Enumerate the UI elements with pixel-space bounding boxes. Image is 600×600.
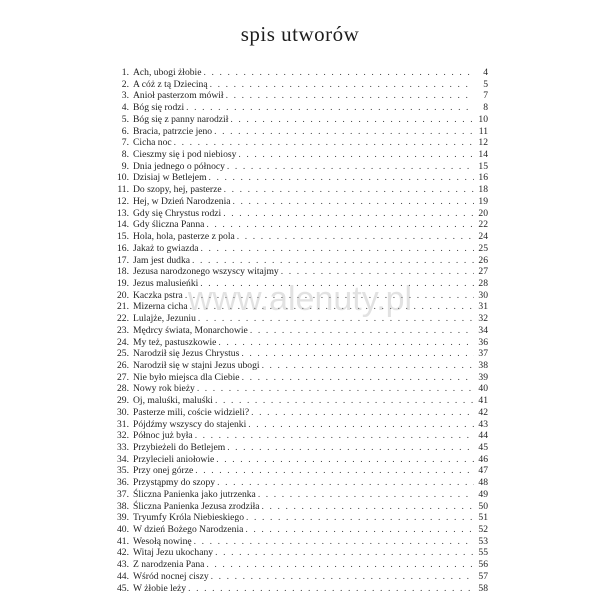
- toc-entry-page: 7: [483, 90, 488, 102]
- toc-entry-page: 18: [478, 184, 488, 196]
- toc-entry-page: 58: [478, 582, 488, 594]
- dot-leader: [195, 430, 474, 442]
- toc-entry-number: 31.: [117, 418, 129, 430]
- toc-entry: [112, 278, 488, 290]
- toc-entry-number: 40.: [117, 524, 129, 536]
- toc-entry-page: 31: [478, 301, 488, 313]
- toc-entry-title: My też, pastuszkowie: [133, 336, 217, 348]
- toc-entry-title: Narodził się w stajni Jezus ubogi: [133, 359, 260, 371]
- toc-entry: [112, 290, 488, 302]
- toc-entry-title: Gdy śliczna Panna: [133, 219, 205, 231]
- toc-entry-page: 30: [478, 289, 488, 301]
- toc-entry: [112, 454, 488, 466]
- toc-entry-page: 10: [478, 113, 488, 125]
- toc-entry-page: 50: [478, 500, 488, 512]
- toc-entry-page: 46: [478, 453, 488, 465]
- dot-leader: [248, 419, 474, 431]
- toc-entry: [112, 161, 488, 173]
- toc-entry-title: Przybieżeli do Betlejem: [133, 442, 226, 453]
- toc-entry: [112, 219, 488, 231]
- toc-entry-number: 9.: [121, 160, 129, 172]
- dot-leader: [211, 571, 474, 583]
- toc-entry-number: 16.: [117, 242, 129, 254]
- toc-entry: [112, 67, 488, 79]
- toc-entry: [112, 79, 488, 91]
- toc-entry-title: Mizerna cicha: [133, 301, 188, 313]
- toc-entry-title: Nie było miejsca dla Ciebie: [133, 371, 240, 383]
- toc-entry: [112, 477, 488, 489]
- toc-entry-number: 5.: [121, 113, 129, 125]
- toc-entry-page: 55: [478, 547, 488, 559]
- dot-leader: [223, 208, 474, 220]
- toc-entry-page: 41: [478, 395, 488, 407]
- dot-leader: [201, 243, 474, 255]
- dot-leader: [215, 395, 474, 407]
- toc-entry-page: 16: [478, 172, 488, 184]
- toc-entry-number: 14.: [117, 219, 129, 231]
- toc-entry-number: 28.: [117, 383, 129, 395]
- toc-entry-page: 25: [478, 242, 488, 254]
- dot-leader: [192, 255, 474, 267]
- toc-entry-title: Do szopy, hej, pasterze: [133, 184, 222, 196]
- toc-entry-number: 41.: [117, 535, 129, 547]
- toc-entry-page: 40: [478, 383, 488, 395]
- toc-entry-page: 51: [478, 512, 488, 524]
- toc-entry: [112, 266, 488, 278]
- toc-entry-number: 39.: [117, 512, 129, 524]
- toc-entry: [112, 536, 488, 548]
- toc-entry-number: 6.: [121, 125, 129, 137]
- toc-entry-title: Nowy rok bieży: [133, 383, 195, 395]
- toc-entry: [112, 383, 488, 395]
- dot-leader: [217, 477, 474, 489]
- toc-entry-number: 13.: [117, 207, 129, 219]
- toc-entry-page: 20: [478, 207, 488, 219]
- toc-entry: [112, 337, 488, 349]
- toc-entry-number: 23.: [117, 324, 129, 336]
- toc-entry-title: Mędrcy świata, Monarchowie: [133, 324, 248, 336]
- dot-leader: [188, 583, 474, 595]
- dot-leader: [230, 114, 474, 126]
- toc-entry-title: Z narodzenia Pana: [133, 559, 205, 571]
- toc-entry-page: 19: [478, 195, 488, 207]
- dot-leader: [218, 337, 474, 349]
- toc-entry-number: 38.: [117, 500, 129, 512]
- toc-entry-number: 25.: [117, 348, 129, 360]
- toc-entry-title: A cóż z tą Dzieciną: [133, 78, 208, 90]
- toc-entry-number: 24.: [117, 336, 129, 348]
- toc-entry: [112, 547, 488, 559]
- toc-entry-number: 29.: [117, 395, 129, 407]
- toc-entry-page: 36: [478, 336, 488, 348]
- toc-entry-title: Witaj Jezu ukochany: [133, 547, 214, 559]
- dot-leader: [242, 372, 474, 384]
- toc-entry-page: 4: [483, 67, 488, 78]
- toc-entry-title: Wśród nocnej ciszy: [133, 570, 209, 582]
- dot-leader: [224, 184, 474, 196]
- dot-leader: [203, 67, 474, 79]
- dot-leader: [233, 196, 475, 208]
- toc-entry-page: 12: [478, 137, 488, 149]
- toc-entry: [112, 313, 488, 325]
- toc-entry-number: 17.: [117, 254, 129, 266]
- dot-leader: [185, 290, 474, 302]
- toc-entry-title: Ach, ubogi żłobie: [133, 67, 202, 78]
- dot-leader: [246, 512, 474, 524]
- dot-leader: [174, 137, 474, 149]
- toc-entry-page: 26: [478, 254, 488, 266]
- toc-entry: [112, 583, 488, 595]
- toc-entry: [112, 325, 488, 337]
- toc-entry-number: 27.: [117, 371, 129, 383]
- toc-entry-page: 45: [478, 442, 488, 453]
- toc-entry: [112, 419, 488, 431]
- toc-entry: [112, 571, 488, 583]
- toc-entry-title: Lulajże, Jezuniu: [133, 313, 196, 325]
- toc-entry-title: Przy onej górze: [133, 465, 194, 477]
- toc-entry-page: 8: [483, 102, 488, 114]
- toc-entry-page: 48: [478, 477, 488, 489]
- toc-entry-title: Dzisiaj w Betlejem: [133, 172, 207, 184]
- toc-entry-number: 11.: [117, 184, 129, 196]
- toc-entry-page: 57: [478, 570, 488, 582]
- toc-entry-title: Jam jest dudka: [133, 254, 191, 266]
- toc-entry: [112, 489, 488, 501]
- toc-entry: [112, 126, 488, 138]
- dot-leader: [216, 454, 474, 466]
- toc-entry-page: 34: [478, 324, 488, 336]
- toc-entry-title: Śliczna Panienka jako jutrzenka: [133, 488, 256, 500]
- toc-entry-page: 42: [478, 406, 488, 418]
- toc-entry-page: 15: [478, 160, 488, 172]
- toc-entry-page: 52: [478, 524, 488, 536]
- dot-leader: [226, 90, 474, 102]
- dot-leader: [245, 524, 474, 536]
- toc-entry-page: 28: [478, 277, 488, 289]
- toc-entry-title: Wesołą nowinę: [133, 535, 192, 547]
- toc-entry-title: Kaczka pstra: [133, 289, 183, 301]
- watermark: www.alenuty.pl: [187, 280, 413, 318]
- toc-entry-number: 3.: [121, 90, 129, 102]
- toc-entry: [112, 512, 488, 524]
- toc-entry: [112, 90, 488, 102]
- dot-leader: [238, 149, 474, 161]
- toc-entry-title: Oj, maluśki, maluśki: [133, 395, 213, 407]
- toc-entry-page: 49: [478, 488, 488, 500]
- toc-entry: [112, 524, 488, 536]
- toc-entry-page: 53: [478, 535, 488, 547]
- toc-entry: [112, 208, 488, 220]
- toc-entry-page: 5: [483, 78, 488, 90]
- toc-entry: [112, 301, 488, 313]
- toc-entry-title: Pójdźmy wszyscy do stajenki: [133, 418, 247, 430]
- toc-entry-number: 44.: [117, 570, 129, 582]
- toc-entry: [112, 137, 488, 149]
- toc-entry-number: 19.: [117, 277, 129, 289]
- toc-entry-number: 42.: [117, 547, 129, 559]
- toc-entry-title: Cieszmy się i pod niebiosy: [133, 149, 237, 161]
- toc-entry-number: 21.: [117, 301, 129, 313]
- dot-leader: [186, 102, 474, 114]
- toc-entry-title: Bóg się z panny narodził: [133, 113, 229, 125]
- dot-leader: [198, 313, 474, 325]
- toc-entry-title: Jezusa narodzonego wszyscy witajmy: [133, 266, 279, 278]
- toc-entry-number: 36.: [117, 477, 129, 489]
- dot-leader: [194, 536, 474, 548]
- toc-entry: [112, 102, 488, 114]
- toc-entry-page: 14: [478, 149, 488, 161]
- toc-entry-page: 24: [478, 231, 488, 243]
- toc-entry: [112, 407, 488, 419]
- dot-leader: [250, 325, 474, 337]
- toc-entry-number: 12.: [117, 195, 129, 207]
- toc-entry-number: 37.: [117, 488, 129, 500]
- toc-entry-title: Gdy się Chrystus rodzi: [133, 207, 222, 219]
- toc-entry: [112, 372, 488, 384]
- toc-entry-number: 32.: [117, 430, 129, 442]
- toc-entry: [112, 172, 488, 184]
- dot-leader: [206, 219, 474, 231]
- dot-leader: [262, 501, 474, 513]
- dot-leader: [262, 360, 474, 372]
- toc-entry: [112, 465, 488, 477]
- dot-leader: [200, 278, 474, 290]
- toc-entry-title: Jezus malusieńki: [133, 277, 199, 289]
- toc-entry: [112, 430, 488, 442]
- toc-entry-title: Dnia jednego o północy: [133, 160, 225, 172]
- toc-entry-page: 11: [478, 125, 488, 137]
- toc-entry-title: Przystąpmy do szopy: [133, 477, 216, 489]
- toc-entry-title: Hej, w Dzień Narodzenia: [133, 195, 231, 207]
- dot-leader: [195, 465, 474, 477]
- toc-entry-page: 44: [478, 430, 488, 442]
- dot-leader: [206, 559, 474, 571]
- toc-entry-page: 22: [478, 219, 488, 231]
- toc-entry-number: 45.: [117, 582, 129, 594]
- dot-leader: [258, 489, 474, 501]
- toc-entry-page: 47: [478, 465, 488, 477]
- toc-entry-number: 33.: [117, 442, 129, 453]
- toc-entry-number: 34.: [117, 453, 129, 465]
- toc-entry-number: 18.: [117, 266, 129, 278]
- toc-entry-title: Narodził się Jezus Chrystus: [133, 348, 240, 360]
- dot-leader: [251, 407, 474, 419]
- toc-entry-number: 20.: [117, 289, 129, 301]
- toc-entry-number: 35.: [117, 465, 129, 477]
- toc-entry-number: 26.: [117, 359, 129, 371]
- toc-entry: [112, 149, 488, 161]
- toc-entry-number: 4.: [121, 102, 129, 114]
- toc-entry: [112, 114, 488, 126]
- toc-entry: [112, 442, 488, 454]
- toc-entry: [112, 184, 488, 196]
- toc-entry-title: W żłobie leży: [133, 582, 187, 594]
- toc-entry: [112, 348, 488, 360]
- toc-entry-title: Tryumfy Króla Niebieskiego: [133, 512, 245, 524]
- toc-entry-page: 56: [478, 559, 488, 571]
- toc-entry-title: Jakaż to gwiazda: [133, 242, 199, 254]
- page-title: spis utworów: [240, 22, 360, 46]
- toc-entry-title: Bracia, patrzcie jeno: [133, 125, 213, 137]
- toc-entry: [112, 395, 488, 407]
- toc-entry-page: 27: [478, 266, 488, 278]
- toc-entry-title: Północ już była: [133, 430, 193, 442]
- dot-leader: [214, 126, 474, 138]
- toc-entry-title: Śliczna Panienka Jezusa zrodziła: [133, 500, 260, 512]
- toc-entry-title: Bóg się rodzi: [133, 102, 185, 114]
- dot-leader: [241, 348, 474, 360]
- dot-leader: [227, 161, 474, 173]
- toc-entry-number: 7.: [121, 137, 129, 149]
- toc-entry-title: Hola, hola, pasterze z pola: [133, 231, 235, 243]
- toc-entry-number: 8.: [121, 149, 129, 161]
- table-of-contents: [112, 67, 488, 594]
- toc-entry-number: 43.: [117, 559, 129, 571]
- toc-entry: [112, 255, 488, 267]
- toc-entry: [112, 231, 488, 243]
- dot-leader: [215, 547, 474, 559]
- toc-entry-number: 22.: [117, 313, 129, 325]
- toc-entry: [112, 501, 488, 513]
- toc-entry: [112, 559, 488, 571]
- dot-leader: [197, 383, 474, 395]
- toc-entry-number: 15.: [117, 231, 129, 243]
- toc-entry: [112, 196, 488, 208]
- toc-entry-page: 37: [478, 348, 488, 360]
- toc-entry-number: 30.: [117, 406, 129, 418]
- dot-leader: [209, 172, 474, 184]
- toc-entry-title: Przylecieli aniołowie: [133, 453, 215, 465]
- toc-entry-number: 2.: [121, 78, 129, 90]
- dot-leader: [237, 231, 474, 243]
- toc-entry-page: 39: [478, 371, 488, 383]
- toc-entry-title: W dzień Bożego Narodzenia: [133, 524, 244, 536]
- dot-leader: [227, 442, 474, 454]
- toc-entry: [112, 243, 488, 255]
- dot-leader: [210, 79, 474, 91]
- toc-entry-page: 43: [478, 418, 488, 430]
- toc-entry-page: 38: [478, 359, 488, 371]
- toc-entry-title: Pasterze mili, coście widzieli?: [133, 406, 250, 418]
- dot-leader: [190, 301, 474, 313]
- toc-entry-title: Anioł pasterzom mówił: [133, 90, 224, 102]
- toc-entry-number: 1.: [121, 67, 129, 78]
- toc-entry: [112, 360, 488, 372]
- toc-entry-number: 10.: [117, 172, 129, 184]
- toc-entry-title: Cicha noc: [133, 137, 172, 149]
- toc-entry-page: 32: [478, 313, 488, 325]
- dot-leader: [281, 266, 474, 278]
